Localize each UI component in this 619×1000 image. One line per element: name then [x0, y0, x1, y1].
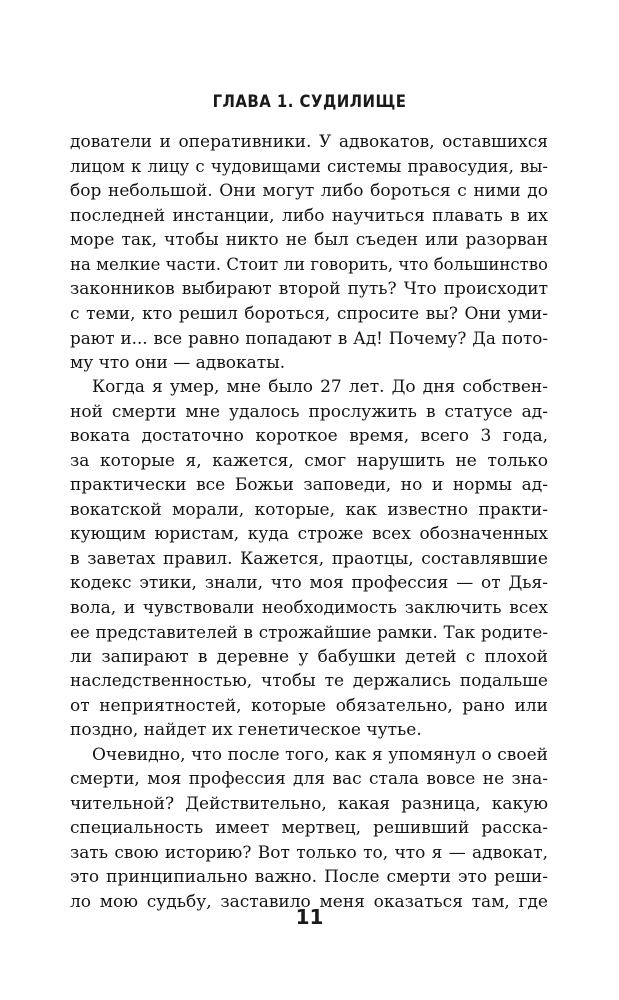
- body-text: [70, 130, 548, 914]
- text-line: ли запирают в деревне у бабушки детей с плохой: [70, 646, 548, 667]
- text-line: вола, и чувствовали необходимость заключить всех: [70, 597, 548, 618]
- text-line: на мелкие части. Стоит ли говорить, что большинство: [70, 254, 548, 274]
- text-line: море так, чтобы никто не был съеден или разорван: [70, 230, 548, 250]
- text-line: в заветах правил. Кажется, праотцы, составлявшие: [70, 548, 548, 569]
- text-line: Когда я умер, мне было 27 лет. До дня собствен-: [92, 377, 548, 397]
- text-line: за которые я, кажется, смог нарушить не только: [70, 450, 548, 471]
- text-line: воката достаточно короткое время, всего 3 года,: [70, 426, 548, 446]
- running-header: ГЛАВА 1. СУДИЛИЩЕ: [212, 92, 407, 112]
- text-line: от неприятностей, которые обязательно, рано или: [70, 695, 548, 716]
- text-line: с теми, кто решил бороться, спросите вы? Они уми-: [70, 303, 548, 324]
- text-line: это принципиально важно. После смерти это реши-: [70, 867, 548, 887]
- paragraph: [70, 375, 548, 743]
- text-line: рают и... все равно попадают в Ад! Почему? Да пото-: [70, 328, 548, 348]
- text-line: кующим юристам, куда строже всех обозначенных: [70, 524, 548, 544]
- text-line: наследственностью, чтобы те держались подальше: [70, 671, 548, 691]
- text-line: чительной? Действительно, какая разница, какую: [70, 793, 548, 814]
- paragraph: [70, 743, 548, 915]
- text-line: практически все Божьи заповеди, но и нормы ад-: [70, 475, 548, 495]
- page-number: 11: [295, 905, 324, 929]
- text-line: поздно, найдет их генетическое чутье.: [70, 720, 422, 740]
- text-line: му что они — адвокаты.: [70, 352, 286, 373]
- text-line: ло мою судьбу, заставило меня оказаться там, где: [70, 891, 548, 912]
- text-line: зать свою историю? Вот только то, что я — адвокат,: [70, 842, 548, 863]
- text-line: ной смерти мне удалось прослужить в статусе ад-: [70, 401, 548, 422]
- text-line: специальность имеет мертвец, решивший расска-: [70, 818, 548, 838]
- text-line: вокатской морали, которые, как известно практи-: [70, 499, 548, 520]
- text-line: лицом к лицу с чудовищами системы правосудия, вы-: [70, 156, 548, 176]
- text-line: дователи и оперативники. У адвокатов, оставшихся: [70, 132, 548, 152]
- text-line: ее представителей в строжайшие рамки. Так родите-: [70, 622, 548, 642]
- text-line: Очевидно, что после того, как я упомянул о своей: [92, 744, 548, 765]
- paragraph: [70, 130, 548, 375]
- text-line: последней инстанции, либо научиться плавать в их: [70, 205, 548, 226]
- text-line: законников выбирают второй путь? Что происходит: [70, 279, 548, 299]
- text-line: смерти, моя профессия для вас стала вовсе не зна-: [70, 769, 548, 789]
- text-line: бор небольшой. Они могут либо бороться с ними до: [70, 181, 548, 201]
- text-line: кодекс этики, знали, что моя профессия — от Дья-: [70, 573, 548, 593]
